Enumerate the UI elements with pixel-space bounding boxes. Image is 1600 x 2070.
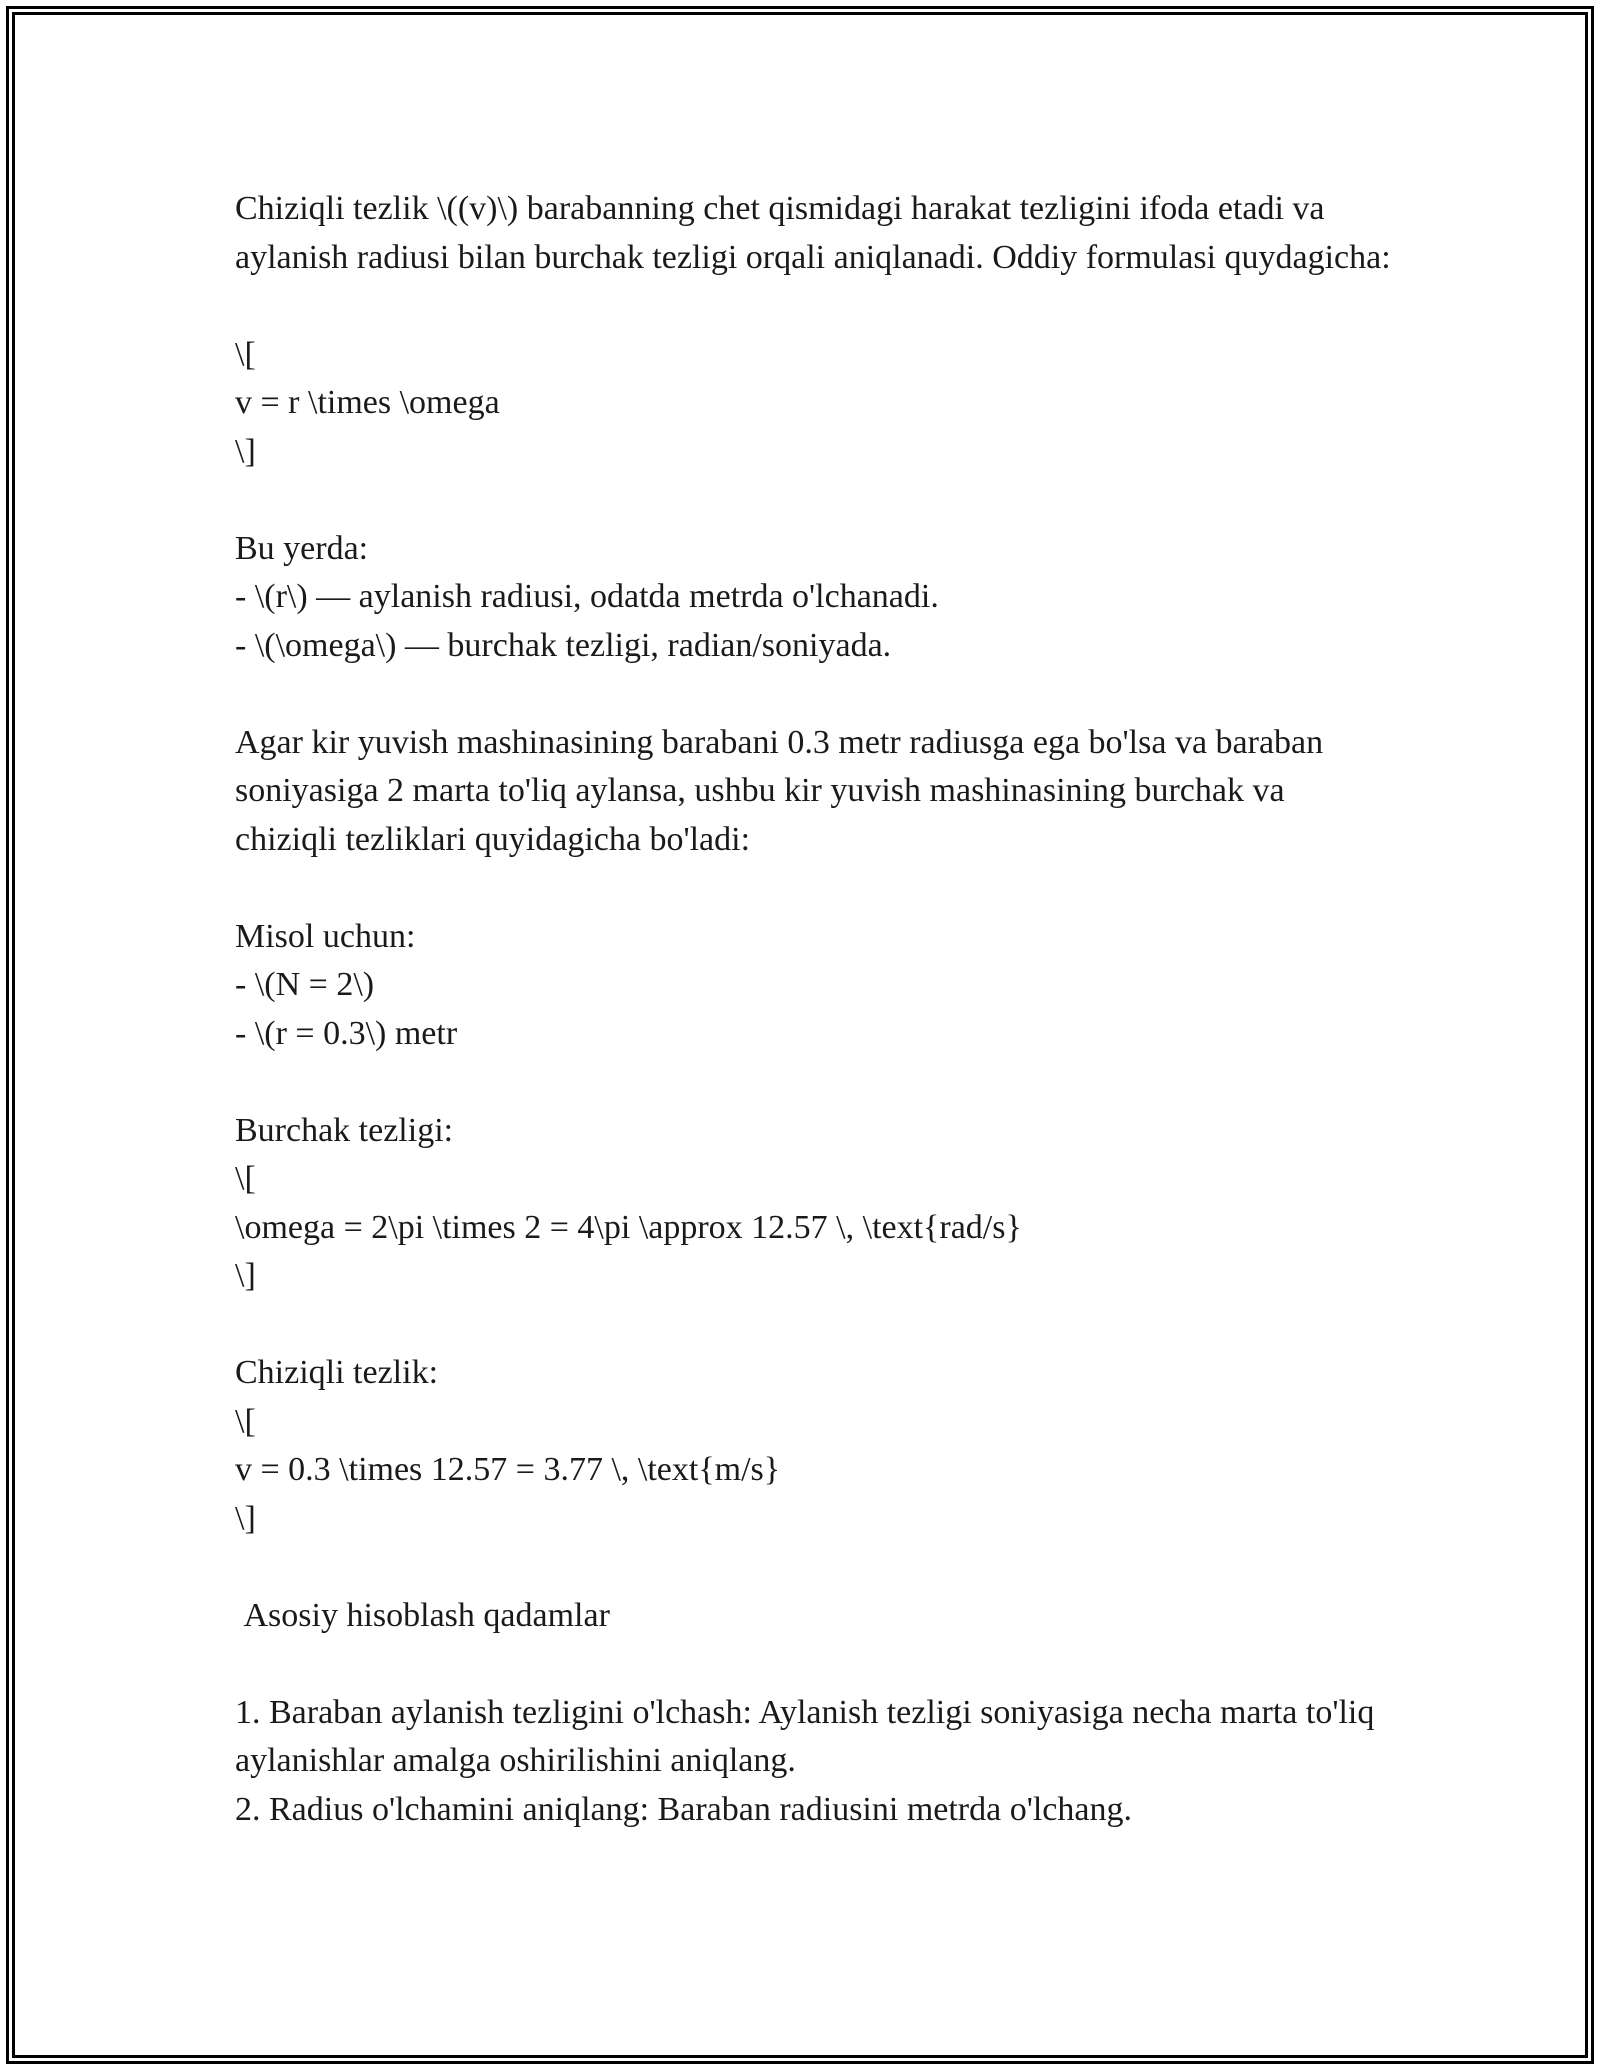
spacer (235, 282, 1395, 331)
formula-close: \] (235, 1257, 256, 1294)
linear-label: Chiziqli tezlik: (235, 1354, 439, 1391)
spacer (235, 1640, 1395, 1689)
spacer (235, 476, 1395, 525)
formula-body: v = r \times \omega (235, 384, 500, 421)
where-item: - \(\omega\) — burchak tezligi, radian/soniyada. (235, 626, 892, 664)
angular-label: Burchak tezligi: (235, 1111, 454, 1149)
steps-heading: Asosiy hisoblash qadamlar (235, 1596, 610, 1634)
misol-item: - \(r = 0.3\) metr (235, 1014, 458, 1052)
spacer (235, 670, 1395, 719)
formula-open: \[ (235, 1160, 256, 1197)
spacer (235, 1058, 1395, 1107)
document-body (235, 185, 1395, 1834)
spacer (235, 1543, 1395, 1592)
where-item: - \(r\) — aylanish radiusi, odatda metrda o'lchanadi. (235, 578, 939, 615)
formula-body: v = 0.3 \times 12.57 = 3.77 \, \text{m/s} (235, 1451, 781, 1488)
spacer (235, 864, 1395, 913)
where-label: Bu yerda: (235, 529, 369, 567)
step-item: 2. Radius o'lchamini aniqlang: Baraban radiusini metrda o'lchang. (235, 1790, 1132, 1828)
spacer (235, 1301, 1395, 1350)
formula-body: \omega = 2\pi \times 2 = 4\pi \approx 12.57 \, \text{rad/s} (235, 1208, 1022, 1246)
formula-open: \[ (235, 1402, 256, 1440)
misol-item: - \(N = 2\) (235, 966, 375, 1003)
formula-close: \] (235, 1499, 256, 1537)
formula-open: \[ (235, 335, 256, 373)
example-paragraph: Agar kir yuvish mashinasining barabani 0.3 metr radiusga ega bo'lsa va baraban soniyasiga 2 marta to'liq aylansa, ushbu kir yuvish mashinasining burchak va chiziqli tezliklari quyidagicha bo'ladi: (235, 723, 1332, 858)
misol-label: Misol uchun: (235, 917, 416, 955)
step-item: 1. Baraban aylanish tezligini o'lchash: Aylanish tezligi soniyasiga necha marta to'liq aylanishlar amalga oshirilishini aniqlang. (235, 1693, 1383, 1779)
formula-close: \] (235, 432, 256, 470)
intro-paragraph: Chiziqli tezlik \((v)\) barabanning chet qismidagi harakat tezligini ifoda etadi va aylanish radiusi bilan burchak tezligi orqali aniqlanadi. Oddiy formulasi quydagicha: (235, 190, 1391, 276)
